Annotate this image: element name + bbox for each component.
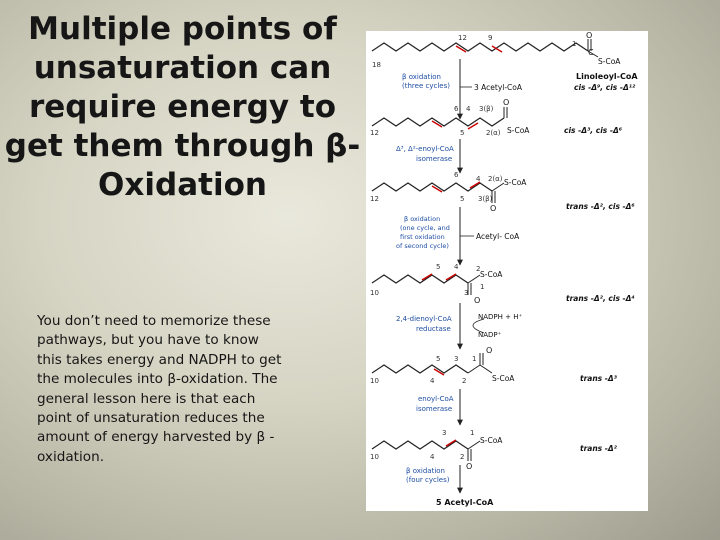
step2-product: Acetyl- CoA (476, 232, 520, 241)
row3-num-0: 6 (454, 171, 459, 179)
row6-num-4: 2 (460, 453, 465, 461)
linoleoyl-coa-structure (372, 39, 598, 57)
row6-num-0: 3 (442, 429, 447, 437)
row2-num-5: 2(α) (486, 129, 501, 137)
nadp-label: NADP⁺ (478, 331, 502, 339)
slide-title: Multiple points of unsaturation can require energy to get them through β-Oxidation (4, 11, 361, 203)
scoa-label-6: S-CoA (480, 436, 503, 445)
cis-label-1: cis -Δ⁹, cis -Δ¹² (574, 83, 636, 92)
oxygen-label: O (586, 31, 593, 40)
row5-num-5: 2 (462, 377, 467, 385)
scoa-label-3: S-CoA (504, 178, 527, 187)
carbon-number-18: 18 (372, 61, 381, 69)
row4-num-4: 3 (464, 289, 469, 297)
row5-num-2: 1 (472, 355, 477, 363)
step2-label-3: first oxidation (400, 233, 445, 241)
row5-num-1: 3 (454, 355, 459, 363)
pathway-diagram (366, 31, 648, 511)
step1-label-1: β oxidation (402, 73, 441, 81)
step3-label-1: β oxidation (406, 467, 445, 475)
trans-label-6: trans -Δ² (580, 444, 617, 453)
row3-num-1: 4 (476, 175, 481, 183)
step1-product: 3 Acetyl-CoA (474, 83, 523, 92)
step3-label-2: (four cycles) (406, 476, 450, 484)
oxygen-label-2: O (503, 98, 510, 107)
row2-num-3: 12 (370, 129, 379, 137)
row3-num-2: 2(α) (488, 175, 503, 183)
row2-num-2: 3(β) (479, 105, 494, 113)
carbon-number-9: 9 (488, 34, 493, 42)
row5-num-0: 5 (436, 355, 441, 363)
cis-label-2: cis -Δ³, cis -Δ⁶ (564, 126, 623, 135)
row4-num-2: 2 (476, 265, 481, 273)
scoa-label-1: S-CoA (598, 57, 621, 66)
oxygen-label-6: O (466, 462, 473, 471)
row3-num-4: 5 (460, 195, 465, 203)
row5-num-3: 10 (370, 377, 379, 385)
row6-num-1: 1 (470, 429, 475, 437)
trans-label-3: trans -Δ², cis -Δ⁶ (566, 202, 635, 211)
row2-num-4: 5 (460, 129, 465, 137)
isomerase2-label-2: isomerase (416, 405, 453, 413)
oxygen-label-4: O (474, 296, 481, 305)
row4-num-0: 5 (436, 263, 441, 271)
row5-num-4: 4 (430, 377, 435, 385)
step2-label-4: of second cycle) (396, 242, 449, 250)
carbon-number-12: 12 (458, 34, 467, 42)
slide-body-text: You don’t need to memorize these pathways, but you have to know this takes energy and NADPH to get the molecules into β-oxidation. The general lesson here is that each point of unsaturation reduces the amount of energy harvested by β -oxidation. (37, 313, 282, 465)
row3-num-3: 12 (370, 195, 379, 203)
step2-label-2: (one cycle, and (400, 224, 450, 232)
oxygen-label-3: O (490, 204, 497, 213)
step3-product: 5 Acetyl-CoA (436, 498, 494, 507)
row4-num-1: 4 (454, 263, 459, 271)
trans-label-5: trans -Δ³ (580, 374, 617, 383)
step2-label-1: β oxidation (404, 215, 441, 223)
oxygen-label-5: O (486, 346, 493, 355)
row6-num-3: 4 (430, 453, 435, 461)
trans-label-4: trans -Δ², cis -Δ⁴ (566, 294, 635, 303)
row2-num-1: 4 (466, 105, 471, 113)
scoa-label-4: S-CoA (480, 270, 503, 279)
row6-num-2: 10 (370, 453, 379, 461)
row3-num-5: 3(β) (478, 195, 493, 203)
step1-label-2: (three cycles) (402, 82, 450, 90)
isomerase1-label-2: isomerase (416, 155, 453, 163)
nadph-label: NADPH + H⁺ (478, 313, 523, 321)
scoa-label-5: S-CoA (492, 374, 515, 383)
isomerase2-label-1: enoyl-CoA (418, 395, 454, 403)
carbon-number-1: 1 (572, 40, 577, 48)
reductase-label-2: reductase (416, 325, 451, 333)
linoleoyl-coa-label: Linoleoyl-CoA (576, 72, 638, 81)
row4-num-3: 10 (370, 289, 379, 297)
carbon-label: C (588, 48, 594, 57)
reductase-label-1: 2,4-dienoyl-CoA (396, 315, 452, 323)
row4-num-5: 1 (480, 283, 485, 291)
isomerase1-label-1: Δ³, Δ²-enoyl-CoA (396, 145, 454, 153)
pathway-figure (366, 31, 648, 511)
row2-num-0: 6 (454, 105, 459, 113)
scoa-label-2: S-CoA (507, 126, 530, 135)
